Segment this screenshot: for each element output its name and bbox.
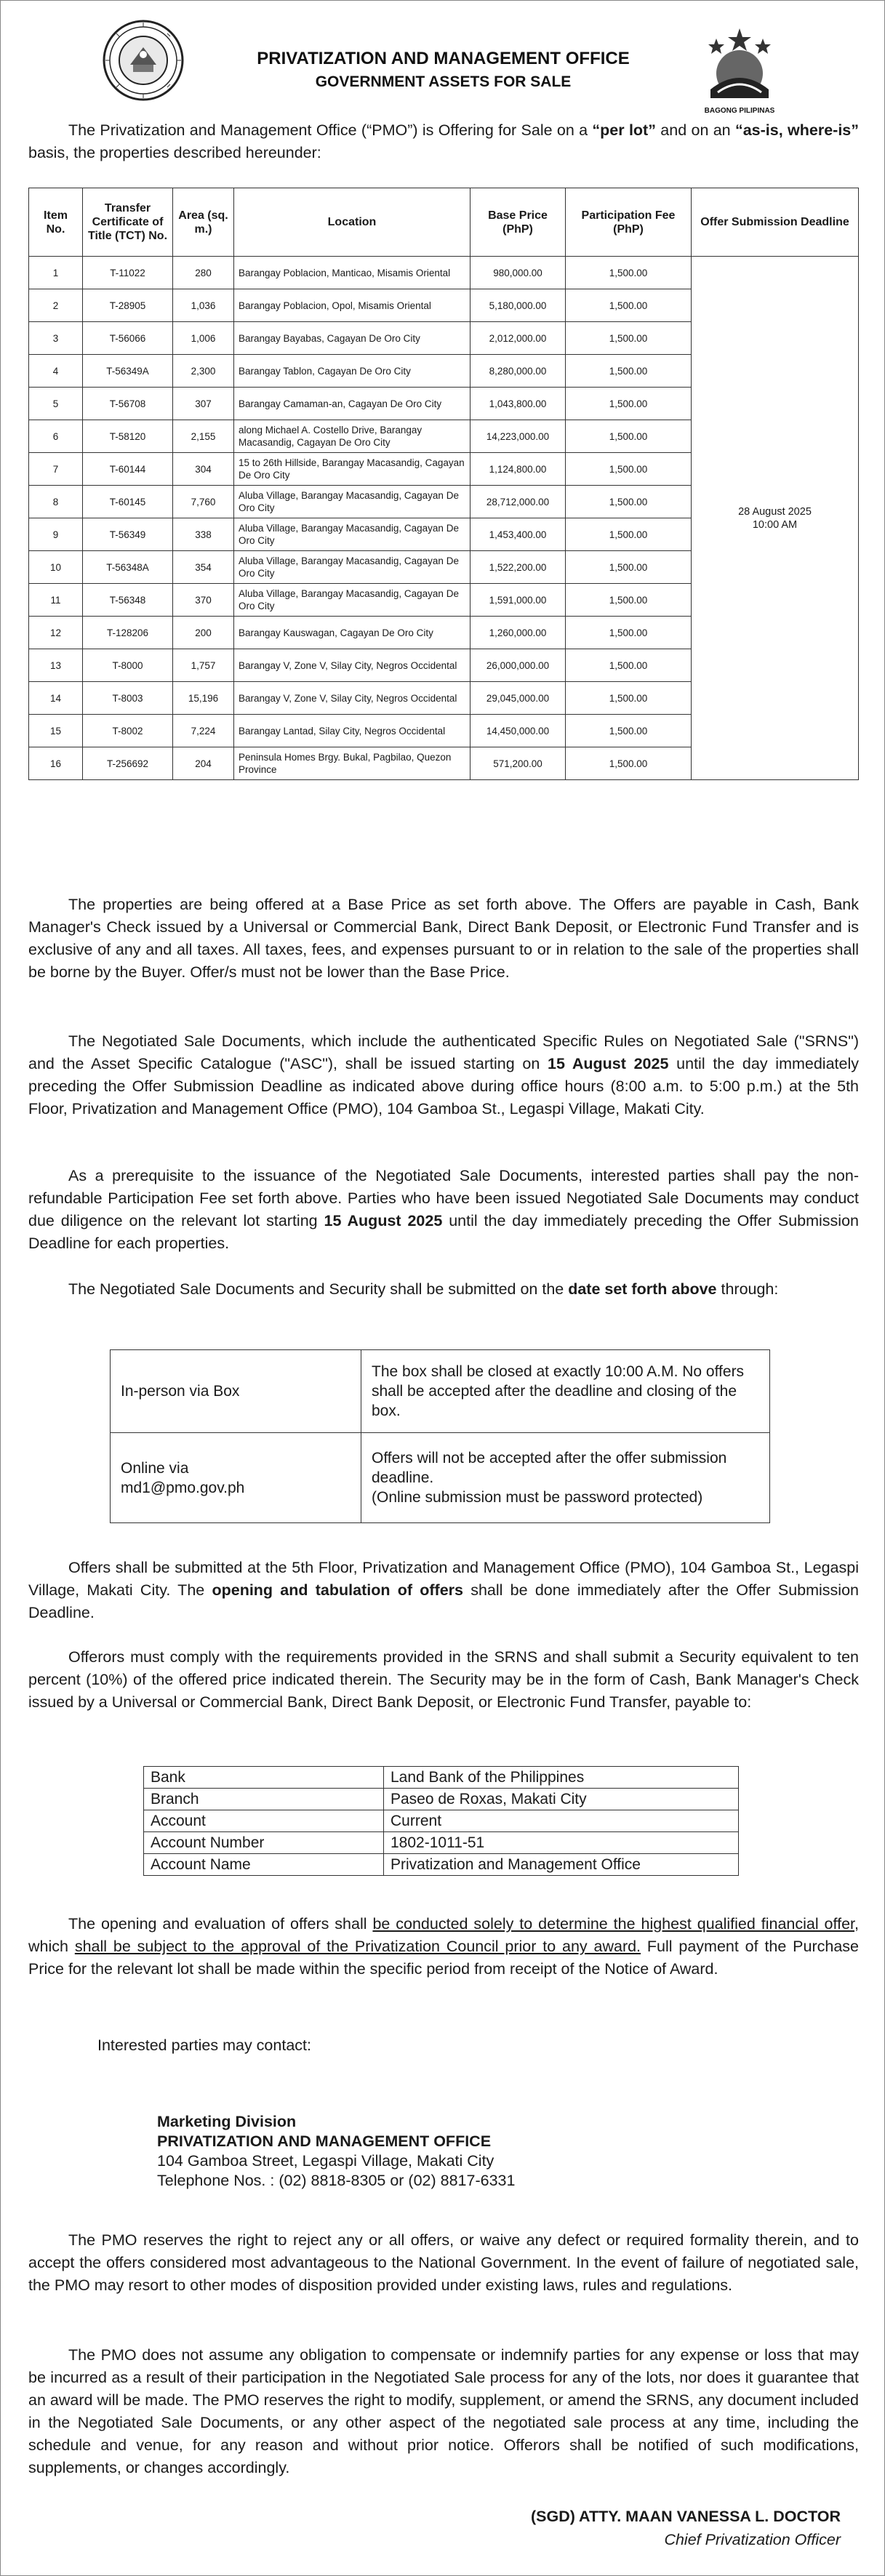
documents-paragraph: The Negotiated Sale Documents, which include the authenticated Specific Rules on Negotiated Sale ("SRNS") and the Asset Specific Catalogue ("ASC"), shall be issued starting on 15 August 2025 until the day immediately preceding the Offer Submission Deadline as indicated above during office hours (8:00 a.m. to 5:00 p.m.) at the 5th Floor, Privatization and Management Office (PMO), 104 Gamboa St., Legaspi Village, Makati City. (28, 1032, 860, 1118)
cell-participation-fee: 1,500.00 (566, 322, 692, 355)
bank-row (144, 1854, 739, 1876)
cell-area: 204 (173, 747, 234, 780)
cell-area: 1,036 (173, 289, 234, 322)
cell-base-price: 8,280,000.00 (470, 355, 566, 388)
cell-location: Barangay Tablon, Cagayan De Oro City (234, 355, 470, 388)
cell-tct-no: T-11022 (83, 257, 173, 289)
bank-field-value: Privatization and Management Office (384, 1854, 739, 1876)
signatory-name: (SGD) ATTY. MAAN VANESSA L. DOCTOR (530, 2508, 841, 2525)
bank-field-value: Land Bank of the Philippines (384, 1767, 739, 1789)
bank-row (144, 1832, 739, 1854)
offers-location-paragraph: Offers shall be submitted at the 5th Floor, Privatization and Management Office (PMO), 104 Gamboa St., Legaspi Village, Makati City. The opening and tabulation of offers shall be done immediately after the Offer Submission Deadline. (28, 1559, 859, 1621)
cell-base-price: 980,000.00 (470, 257, 566, 289)
cell-base-price: 1,591,000.00 (470, 584, 566, 617)
properties-table (28, 188, 859, 780)
properties-table-header (29, 188, 859, 257)
cell-base-price: 14,223,000.00 (470, 420, 566, 453)
cell-participation-fee: 1,500.00 (566, 584, 692, 617)
cell-area: 1,006 (173, 322, 234, 355)
intro-paragraph: The Privatization and Management Office (“PMO”) is Offering for Sale on a “per lot” and on an “as-is, where-is” basis, the properties described hereunder: (28, 121, 859, 161)
pmo-seal-logo (103, 20, 184, 101)
cell-participation-fee: 1,500.00 (566, 747, 692, 780)
property-row (29, 257, 859, 289)
cell-location: Barangay V, Zone V, Silay City, Negros Occidental (234, 682, 470, 715)
cell-area: 280 (173, 257, 234, 289)
contact-office: PRIVATIZATION AND MANAGEMENT OFFICE (157, 2132, 492, 2150)
online-label: Online via (121, 1459, 189, 1477)
cell-area: 354 (173, 551, 234, 584)
cell-item-no: 10 (29, 551, 83, 584)
cell-location: Peninsula Homes Brgy. Bukal, Pagbilao, Quezon Province (234, 747, 470, 780)
cell-participation-fee: 1,500.00 (566, 420, 692, 453)
bank-row (144, 1789, 739, 1810)
cell-tct-no: T-60144 (83, 453, 173, 486)
cell-item-no: 14 (29, 682, 83, 715)
cell-item-no: 4 (29, 355, 83, 388)
cell-base-price: 1,522,200.00 (470, 551, 566, 584)
submission-method-detail (361, 1433, 770, 1523)
base-price-paragraph: The properties are being offered at a Base Price as set forth above. The Offers are payable in Cash, Bank Manager's Check issued by a Universal or Commercial Bank, Direct Bank Deposit, or Electronic Fund Transfer and is exclusive of any and all taxes. All taxes, fees, and expenses pursuant to or in relation to the sale of the properties shall be borne by the Buyer. Offer/s must not be lower than the Base Price. (28, 896, 859, 981)
cell-base-price: 1,260,000.00 (470, 617, 566, 649)
cell-base-price: 1,124,800.00 (470, 453, 566, 486)
bank-field-value: Paseo de Roxas, Makati City (384, 1789, 739, 1810)
cell-tct-no: T-56708 (83, 388, 173, 420)
cell-location: 15 to 26th Hillside, Barangay Macasandig, Cagayan De Oro City (234, 453, 470, 486)
cell-participation-fee: 1,500.00 (566, 649, 692, 682)
bank-row (144, 1767, 739, 1789)
submission-email-link[interactable]: md1@pmo.gov.ph (121, 1479, 245, 1496)
evaluation-paragraph: The opening and evaluation of offers shall be conducted solely to determine the highest qualified financial offer, which shall be subject to the approval of the Privatization Council prior to any award. Full payment of the Purchase Price for the relevant lot shall be made within the specific period from receipt of the Notice of Award. (28, 1915, 859, 1978)
cell-participation-fee: 1,500.00 (566, 617, 692, 649)
submission-row-online (111, 1433, 770, 1523)
cell-participation-fee: 1,500.00 (566, 257, 692, 289)
cell-item-no: 11 (29, 584, 83, 617)
contact-address: 104 Gamboa Street, Legaspi Village, Makati City (157, 2152, 494, 2170)
cell-item-no: 9 (29, 518, 83, 551)
cell-tct-no: T-60145 (83, 486, 173, 518)
cell-item-no: 7 (29, 453, 83, 486)
cell-area: 2,300 (173, 355, 234, 388)
office-title: PRIVATIZATION AND MANAGEMENT OFFICE (257, 49, 630, 68)
cell-participation-fee: 1,500.00 (566, 518, 692, 551)
cell-tct-no: T-28905 (83, 289, 173, 322)
submission-methods-table (110, 1349, 770, 1523)
cell-base-price: 29,045,000.00 (470, 682, 566, 715)
cell-location: Barangay Lantad, Silay City, Negros Occidental (234, 715, 470, 747)
submission-intro: The Negotiated Sale Documents and Security shall be submitted on the date set forth above through: (68, 1280, 779, 1298)
cell-area: 304 (173, 453, 234, 486)
cell-participation-fee: 1,500.00 (566, 486, 692, 518)
cell-area: 1,757 (173, 649, 234, 682)
cell-base-price: 571,200.00 (470, 747, 566, 780)
cell-location: Barangay Kauswagan, Cagayan De Oro City (234, 617, 470, 649)
cell-participation-fee: 1,500.00 (566, 453, 692, 486)
cell-tct-no: T-8000 (83, 649, 173, 682)
cell-base-price: 28,712,000.00 (470, 486, 566, 518)
col-base-price: Base Price (PhP) (470, 188, 566, 257)
cell-location: Aluba Village, Barangay Macasandig, Cagayan De Oro City (234, 584, 470, 617)
cell-base-price: 1,453,400.00 (470, 518, 566, 551)
cell-tct-no: T-256692 (83, 747, 173, 780)
cell-tct-no: T-56066 (83, 322, 173, 355)
cell-item-no: 5 (29, 388, 83, 420)
bank-field-label: Account Number (144, 1832, 384, 1854)
cell-area: 15,196 (173, 682, 234, 715)
submission-method-detail: The box shall be closed at exactly 10:00 A.M. No offers shall be accepted after the deadline and closing of the box. (361, 1350, 770, 1433)
cell-participation-fee: 1,500.00 (566, 682, 692, 715)
online-detail-line: Offers will not be accepted after the offer submission deadline. (372, 1450, 727, 1486)
cell-location: Barangay Poblacion, Opol, Misamis Oriental (234, 289, 470, 322)
cell-tct-no: T-8002 (83, 715, 173, 747)
cell-item-no: 3 (29, 322, 83, 355)
col-location: Location (234, 188, 470, 257)
header (1, 1, 885, 128)
cell-participation-fee: 1,500.00 (566, 289, 692, 322)
cell-tct-no: T-56348 (83, 584, 173, 617)
cell-item-no: 1 (29, 257, 83, 289)
col-offer-deadline: Offer Submission Deadline (692, 188, 859, 257)
cell-location: along Michael A. Costello Drive, Barangay Macasandig, Cagayan De Oro City (234, 420, 470, 453)
cell-location: Barangay Camaman-an, Cagayan De Oro City (234, 388, 470, 420)
obligation-paragraph: The PMO does not assume any obligation to compensate or indemnify parties for any expense or loss that may be incurred as a result of their participation in the Negotiated Sale process for any of the lots, nor does it guarantee that an award will be made. The PMO reserves the right to modify, supplement, or amend the SRNS, any document included in the Negotiated Sale Documents, or any other aspect of the negotiated sale process at any time, including the schedule and venue, for any reason and without prior notice. Offerors shall be notified of such modifications, supplements, or changes accordingly. (28, 2346, 859, 2476)
cell-base-price: 14,450,000.00 (470, 715, 566, 747)
cell-location: Barangay Poblacion, Manticao, Misamis Oriental (234, 257, 470, 289)
cell-tct-no: T-56348A (83, 551, 173, 584)
cell-item-no: 6 (29, 420, 83, 453)
contact-phones: Telephone Nos. : (02) 8818-8305 or (02) 8817-6331 (157, 2172, 516, 2189)
cell-item-no: 16 (29, 747, 83, 780)
cell-location: Barangay Bayabas, Cagayan De Oro City (234, 322, 470, 355)
cell-participation-fee: 1,500.00 (566, 551, 692, 584)
cell-item-no: 2 (29, 289, 83, 322)
bank-field-label: Account (144, 1810, 384, 1832)
deadline-date: 28 August 2025 (738, 505, 812, 518)
cell-participation-fee: 1,500.00 (566, 355, 692, 388)
bank-row (144, 1810, 739, 1832)
bagong-pilipinas-logo-text: BAGONG PILIPINAS (704, 107, 775, 115)
cell-location: Aluba Village, Barangay Macasandig, Cagayan De Oro City (234, 518, 470, 551)
bank-field-label: Account Name (144, 1854, 384, 1876)
cell-area: 7,224 (173, 715, 234, 747)
page-subtitle: GOVERNMENT ASSETS FOR SALE (315, 73, 572, 90)
contact-division: Marketing Division (157, 2113, 297, 2130)
bagong-pilipinas-logo (689, 23, 790, 117)
cell-area: 307 (173, 388, 234, 420)
cell-location: Barangay V, Zone V, Silay City, Negros Occidental (234, 649, 470, 682)
cell-item-no: 13 (29, 649, 83, 682)
col-participation-fee: Participation Fee (PhP) (566, 188, 692, 257)
cell-area: 2,155 (173, 420, 234, 453)
bank-field-value: 1802-1011-51 (384, 1832, 739, 1854)
contact-block (157, 2112, 515, 2191)
col-tct-no: Transfer Certificate of Title (TCT) No. (83, 188, 173, 257)
cell-tct-no: T-58120 (83, 420, 173, 453)
contact-intro: Interested parties may contact: (97, 2037, 311, 2054)
cell-area: 338 (173, 518, 234, 551)
cell-tct-no: T-128206 (83, 617, 173, 649)
cell-location: Aluba Village, Barangay Macasandig, Cagayan De Oro City (234, 551, 470, 584)
cell-base-price: 26,000,000.00 (470, 649, 566, 682)
submission-method-label (111, 1433, 361, 1523)
cell-base-price: 1,043,800.00 (470, 388, 566, 420)
cell-area: 370 (173, 584, 234, 617)
cell-participation-fee: 1,500.00 (566, 388, 692, 420)
bank-field-value: Current (384, 1810, 739, 1832)
bank-field-label: Bank (144, 1767, 384, 1789)
cell-area: 200 (173, 617, 234, 649)
cell-tct-no: T-56349A (83, 355, 173, 388)
signatory-title: Chief Privatization Officer (664, 2531, 841, 2548)
reserves-paragraph: The PMO reserves the right to reject any or all offers, or waive any defect or required formality therein, and to accept the offers considered most advantageous to the National Government. In the event of failure of negotiated sale, the PMO may resort to other modes of disposition provided under existing laws, rules and regulations. (28, 2231, 859, 2294)
online-detail-note: (Online submission must be password protected) (372, 1489, 703, 1506)
submission-row-in-person (111, 1350, 770, 1433)
cell-location: Aluba Village, Barangay Macasandig, Cagayan De Oro City (234, 486, 470, 518)
cell-item-no: 8 (29, 486, 83, 518)
security-paragraph: Offerors must comply with the requirements provided in the SRNS and shall submit a Security equivalent to ten percent (10%) of the offered price indicated therein. The Security may be in the form of Cash, Bank Manager's Check issued by a Universal or Commercial Bank, Direct Bank Deposit, or Electronic Fund Transfer, payable to: (28, 1648, 859, 1711)
deadline-time: 10:00 AM (752, 518, 798, 531)
cell-area: 7,760 (173, 486, 234, 518)
cell-base-price: 5,180,000.00 (470, 289, 566, 322)
cell-tct-no: T-56349 (83, 518, 173, 551)
col-item-no: Item No. (29, 188, 83, 257)
bank-details-table (143, 1766, 739, 1876)
cell-item-no: 12 (29, 617, 83, 649)
bank-field-label: Branch (144, 1789, 384, 1810)
cell-tct-no: T-8003 (83, 682, 173, 715)
cell-participation-fee: 1,500.00 (566, 715, 692, 747)
cell-offer-deadline (692, 257, 859, 780)
cell-base-price: 2,012,000.00 (470, 322, 566, 355)
cell-item-no: 15 (29, 715, 83, 747)
prerequisite-paragraph: As a prerequisite to the issuance of the Negotiated Sale Documents, interested parties shall pay the non-refundable Participation Fee set forth above. Parties who have been issued Negotiated Sale Documents may conduct due diligence on the relevant lot starting 15 August 2025 until the day immediately preceding the Offer Submission Deadline for each properties. (28, 1167, 859, 1252)
col-area: Area (sq. m.) (173, 188, 234, 257)
submission-method-label: In-person via Box (111, 1350, 361, 1433)
